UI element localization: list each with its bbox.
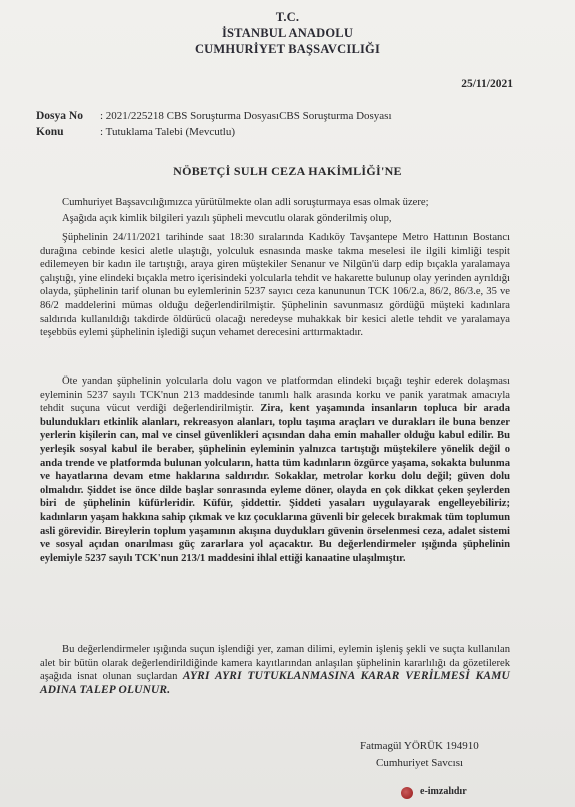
konu-value: : Tutuklama Talebi (Mevcutlu) — [100, 126, 235, 138]
prosecutor-title: Cumhuriyet Savcısı — [376, 757, 464, 769]
paragraph-intro: Cumhuriyet Başsavcılığımızca yürütülmekte olan adli soruşturmaya esas olmak üzere; — [62, 197, 429, 208]
demand-bold: AYRI AYRI TUTUKLANMASINA KARAR VERİLMESİ KAMU ADINA TALEP OLUNUR. — [40, 670, 510, 696]
court-title: NÖBETÇİ SULH CEZA HAKİMLİĞİ'NE — [173, 164, 402, 178]
assessment-plain: Öte yandan şüphelinin yolcularla dolu vagon ve platformdan elindeki bıçağı teşhir ederek dolaşması eyleminin 5237 sayılı TCK'nun 213 maddesinde tanımlı halk arasında korku ve panik yaratmak amacıyla tehdit suçuna vücut verdiği değerlendirilmiştir. — [40, 376, 510, 415]
konu-label: Konu — [36, 126, 64, 138]
paragraph-suspect-sent: Aşağıda açık kimlik bilgileri yazılı şüpheli mevcutlu olarak gönderilmiş olup, — [62, 213, 392, 224]
document-date: 25/11/2021 — [461, 78, 513, 90]
dosya-no-value: : 2021/225218 CBS Soruşturma DosyasıCBS Soruşturma Dosyası — [100, 110, 392, 122]
e-signature-label: e-imzalıdır — [420, 786, 467, 797]
header-istanbul-anadolu: İSTANBUL ANADOLU — [221, 26, 354, 40]
prosecutor-name: Fatmagül YÖRÜK 194910 — [360, 740, 479, 752]
paragraph-assessment — [40, 375, 510, 565]
paragraph-incident: Şüphelinin 24/11/2021 tarihinde saat 18:30 sıralarında Kadıköy Tavşantepe Metro Hattının Bostancı durağına cebinde kesici aletle ulaştığı, yolculuk esnasında maske takma meselesi ile ilgili kimliği tespit edilemeyen bir kadın ile tartıştığı, araya giren müştekiler Senanur ve Nilgün'ü darp edip bıçakla yaralamaya çalıştığı, yine elindeki bıçakla metro içerisindeki yolcularla tehdit ve hakarette bulunup olay yerinden ayrıldığı olayda, şüphelinin tarif olunan bu eylemlerinin 5237 sayıcı ceza kanununun TCK 106/2.a, 86/2, 86/3.e, 35 ve 86/2 maddelerini mümas olduğu değerlendirilmiştir. Şüphelinin savunmasız gördüğü müşteki kadınlara saldırıda kullanıldığı takdirde öldürücü olacağı neredeyse muhakkak bir kesici aletle tehdit ve yaralamaya teşebbüs eylemi şüphelinin işlediği suçun vehamet derecesini arttırmaktadır. — [40, 232, 510, 339]
demand-plain: Bu değerlendirmeler ışığında suçun işlendiği yer, zaman dilimi, eylemin işleniş şekli ve suçta kullanılan alet bir bütün olarak değerlendirildiğinde kamera kayıtlarından anlaşılan şüphelinin kararlılığı da gözetilerek aşağıda isnat olunan suçlardan — [40, 644, 510, 683]
e-signature-seal-icon — [401, 787, 413, 799]
header-basavcilik: CUMHURİYET BAŞSAVCILIĞI — [194, 42, 381, 56]
assessment-bold: Zira, kent yaşamında insanların topluca bir arada bulundukları etkinlik alanları, rekreasyon alanları, toplu taşıma araçları ve durakları ile buna benzer yerlerin kişilerin can, mal ve cinsel güvenlikleri açısından daha emin mahaller olduğu kabul edilir. Bu yerleşik sosyal kabul ile beraber, şüphelinin eyleminin yalnızca tartıştığı müştekilere yönelik değil o anda trende ve platformda bulunan yolcuların, hatta tüm kadınların özgürce yaşama, sokakta bulunma ve hayatlarına devam etme haklarına saldırıdır. Sokaklar, metrolar korku dolu değil; güven dolu olmalıdır. Şiddet ise önce dilde başlar sonrasında eyleme döner, olayda en çok dikkat çeken şeylerden biri de şüphelinin küfürleridir. Küfür, şiddettir. Şiddeti yasaları uygulayarak engelleyebiliriz; kadınların yaşam hakkına sahip çıkmak ve kız çocuklarına güvenli bir gelecek bırakmak tüm toplumun asli görevidir. Bireylerin toplum yaşamının akışına duydukları güvenin örselenmesi ceza, adalet sistemi ve sosyal açıdan onarılması güç zararlara yol açacaktır. Bu değerlendirmeler ışığında şüphelinin eylemiyle 5237 sayılı TCK'nun 213/1 maddesini ihlal ettiği kanaatine ulaşılmıştır. — [40, 403, 510, 564]
paragraph-demand — [40, 643, 510, 697]
dosya-no-label: Dosya No — [36, 110, 83, 122]
header-tc: T.C. — [275, 10, 300, 24]
